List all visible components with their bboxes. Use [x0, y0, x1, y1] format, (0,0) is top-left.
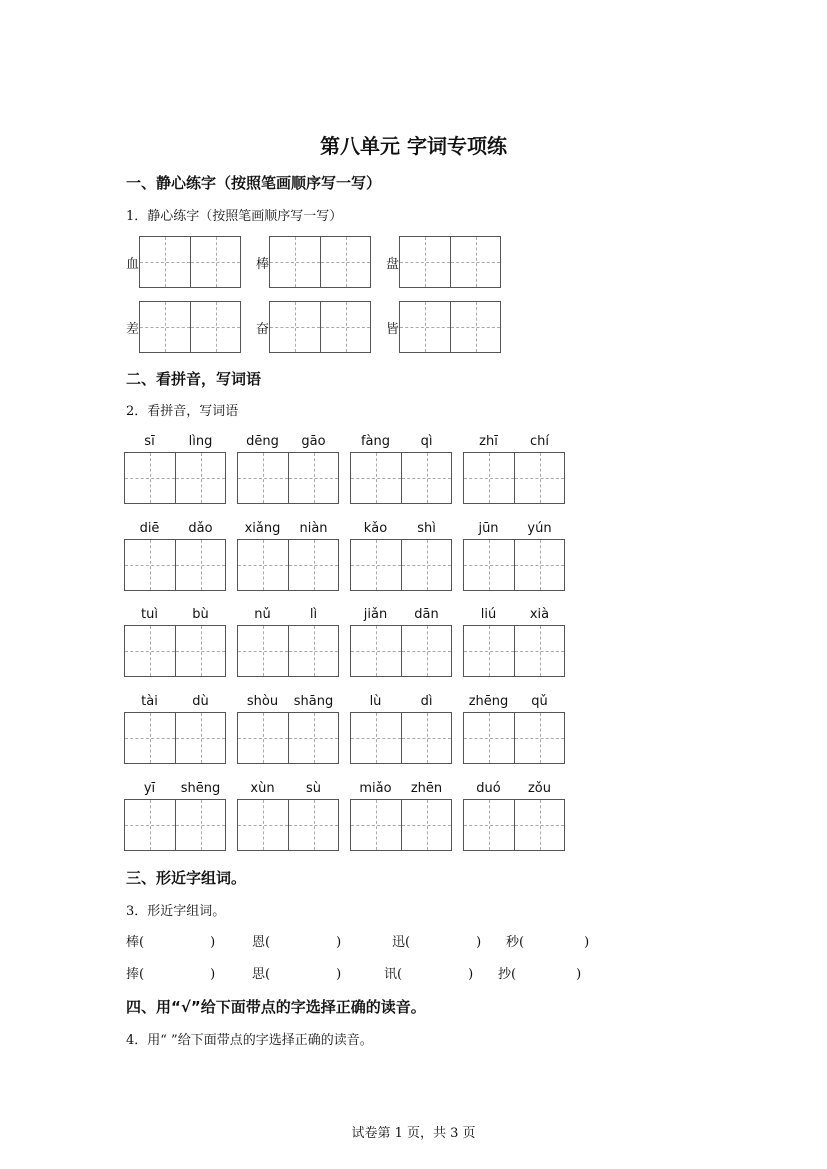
writing-grid[interactable] — [237, 452, 339, 504]
pinyin-word-group — [124, 607, 226, 677]
pinyin-label: jiǎn — [363, 607, 388, 622]
pinyin-label: yún — [527, 521, 552, 536]
word-blank[interactable]: 恩( ) — [252, 935, 342, 950]
pinyin-label: dì — [420, 694, 433, 709]
pinyin-label: lì — [309, 607, 318, 622]
pinyin-label: fàng — [360, 434, 391, 449]
pinyin-label: zhēn — [410, 781, 443, 796]
pinyin-label: diē — [139, 521, 160, 536]
pinyin-word-group — [124, 434, 226, 504]
writing-grid[interactable] — [463, 712, 565, 764]
pinyin-word-group — [237, 607, 339, 677]
pinyin-label: dān — [414, 607, 439, 622]
writing-grid[interactable] — [463, 625, 565, 677]
pinyin-label: chí — [530, 434, 549, 449]
section-1-heading: 一、静心练字（按照笔画顺序写一写） — [126, 174, 382, 192]
word-blank[interactable]: 讯( ) — [384, 967, 474, 982]
pinyin-label: miǎo — [359, 781, 392, 796]
word-blank[interactable]: 棒( ) — [126, 935, 216, 950]
pinyin-word-group — [463, 434, 565, 504]
pinyin-label: liú — [480, 607, 497, 622]
word-blank[interactable]: 抄( ) — [498, 967, 582, 982]
writing-grid[interactable] — [350, 799, 452, 851]
pinyin-label: nǔ — [254, 607, 271, 622]
writing-grid[interactable] — [124, 799, 226, 851]
pinyin-word-group — [124, 781, 226, 851]
writing-grid[interactable] — [399, 301, 501, 353]
writing-grid[interactable] — [237, 539, 339, 591]
practice-char: 差 — [126, 322, 140, 337]
practice-char: 棒 — [256, 257, 270, 272]
word-blank[interactable]: 秒( ) — [506, 935, 590, 950]
writing-grid[interactable] — [350, 452, 452, 504]
pinyin-word-group — [237, 694, 339, 764]
similar-chars-row-2 — [126, 963, 626, 983]
pinyin-word-group — [350, 694, 452, 764]
writing-grid[interactable] — [124, 712, 226, 764]
pinyin-label: shāng — [293, 694, 334, 709]
writing-grid[interactable] — [350, 625, 452, 677]
writing-grid[interactable] — [237, 712, 339, 764]
pinyin-word-group — [463, 694, 565, 764]
section-2-heading: 二、看拼音，写词语 — [126, 370, 262, 388]
practice-char: 血 — [126, 257, 140, 272]
pinyin-label: sī — [144, 434, 155, 449]
pinyin-label: dǎo — [188, 521, 213, 536]
page-title: 第八单元 字词专项练 — [320, 134, 507, 158]
pinyin-label: yī — [143, 781, 156, 796]
pinyin-label: lù — [369, 694, 382, 709]
pinyin-label: bù — [192, 607, 209, 622]
pinyin-word-group — [350, 521, 452, 591]
writing-grid[interactable] — [237, 625, 339, 677]
writing-grid[interactable] — [237, 799, 339, 851]
pinyin-label: tuì — [141, 607, 158, 622]
writing-grid[interactable] — [139, 301, 241, 353]
pinyin-label: duó — [476, 781, 501, 796]
writing-grid[interactable] — [463, 452, 565, 504]
pinyin-label: shēng — [180, 781, 221, 796]
writing-grid[interactable] — [350, 712, 452, 764]
writing-grid[interactable] — [269, 301, 371, 353]
writing-grid[interactable] — [124, 625, 226, 677]
section-4-heading: 四、用“√”给下面带点的字选择正确的读音。 — [126, 998, 426, 1016]
writing-grid[interactable] — [269, 236, 371, 288]
pinyin-label: qǔ — [531, 694, 548, 709]
pinyin-word-group — [463, 521, 565, 591]
practice-char: 盘 — [386, 257, 400, 272]
pinyin-label: dù — [192, 694, 209, 709]
pinyin-word-group — [350, 434, 452, 504]
practice-char: 奋 — [256, 322, 270, 337]
pinyin-label: xiǎng — [244, 521, 281, 536]
pinyin-word-group — [350, 607, 452, 677]
writing-grid[interactable] — [124, 452, 226, 504]
section-3-heading: 三、形近字组词。 — [126, 869, 247, 887]
pinyin-label: sù — [305, 781, 321, 796]
pinyin-label: qì — [420, 434, 433, 449]
pinyin-word-group — [124, 694, 226, 764]
practice-char: 皆 — [386, 322, 400, 337]
writing-grid[interactable] — [139, 236, 241, 288]
pinyin-word-group — [350, 781, 452, 851]
writing-grid[interactable] — [399, 236, 501, 288]
pinyin-label: lìng — [188, 434, 213, 449]
pinyin-label: shòu — [246, 694, 279, 709]
writing-grid[interactable] — [350, 539, 452, 591]
pinyin-label: zhēng — [468, 694, 509, 709]
writing-grid[interactable] — [463, 539, 565, 591]
page-footer: 试卷第 1 页，共 3 页 — [351, 1126, 476, 1141]
pinyin-label: xùn — [250, 781, 275, 796]
pinyin-label: shì — [417, 521, 436, 536]
pinyin-label: xià — [529, 607, 550, 622]
pinyin-label: dēng — [246, 434, 279, 449]
word-blank[interactable]: 捧( ) — [126, 967, 216, 982]
pinyin-word-group — [124, 521, 226, 591]
pinyin-word-group — [463, 607, 565, 677]
writing-grid[interactable] — [124, 539, 226, 591]
pinyin-label: kǎo — [363, 521, 388, 536]
word-blank[interactable]: 迅( ) — [392, 935, 482, 950]
writing-grid[interactable] — [463, 799, 565, 851]
question-2: 2．看拼音，写词语 — [126, 404, 239, 419]
pinyin-label: zǒu — [527, 781, 552, 796]
word-blank[interactable]: 思( ) — [252, 967, 342, 982]
pinyin-label: zhī — [479, 434, 498, 449]
pinyin-label: niàn — [299, 521, 328, 536]
pinyin-label: gāo — [301, 434, 326, 449]
similar-chars-row-1 — [126, 931, 626, 951]
question-4: 4．用“ ”给下面带点的字选择正确的读音。 — [126, 1033, 373, 1048]
question-1: 1．静心练字（按照笔画顺序写一写） — [126, 209, 343, 224]
pinyin-word-group — [237, 521, 339, 591]
pinyin-word-group — [237, 434, 339, 504]
pinyin-word-group — [463, 781, 565, 851]
pinyin-word-group — [237, 781, 339, 851]
question-3: 3．形近字组词。 — [126, 904, 226, 919]
pinyin-label: tài — [141, 694, 158, 709]
pinyin-label: jūn — [478, 521, 499, 536]
